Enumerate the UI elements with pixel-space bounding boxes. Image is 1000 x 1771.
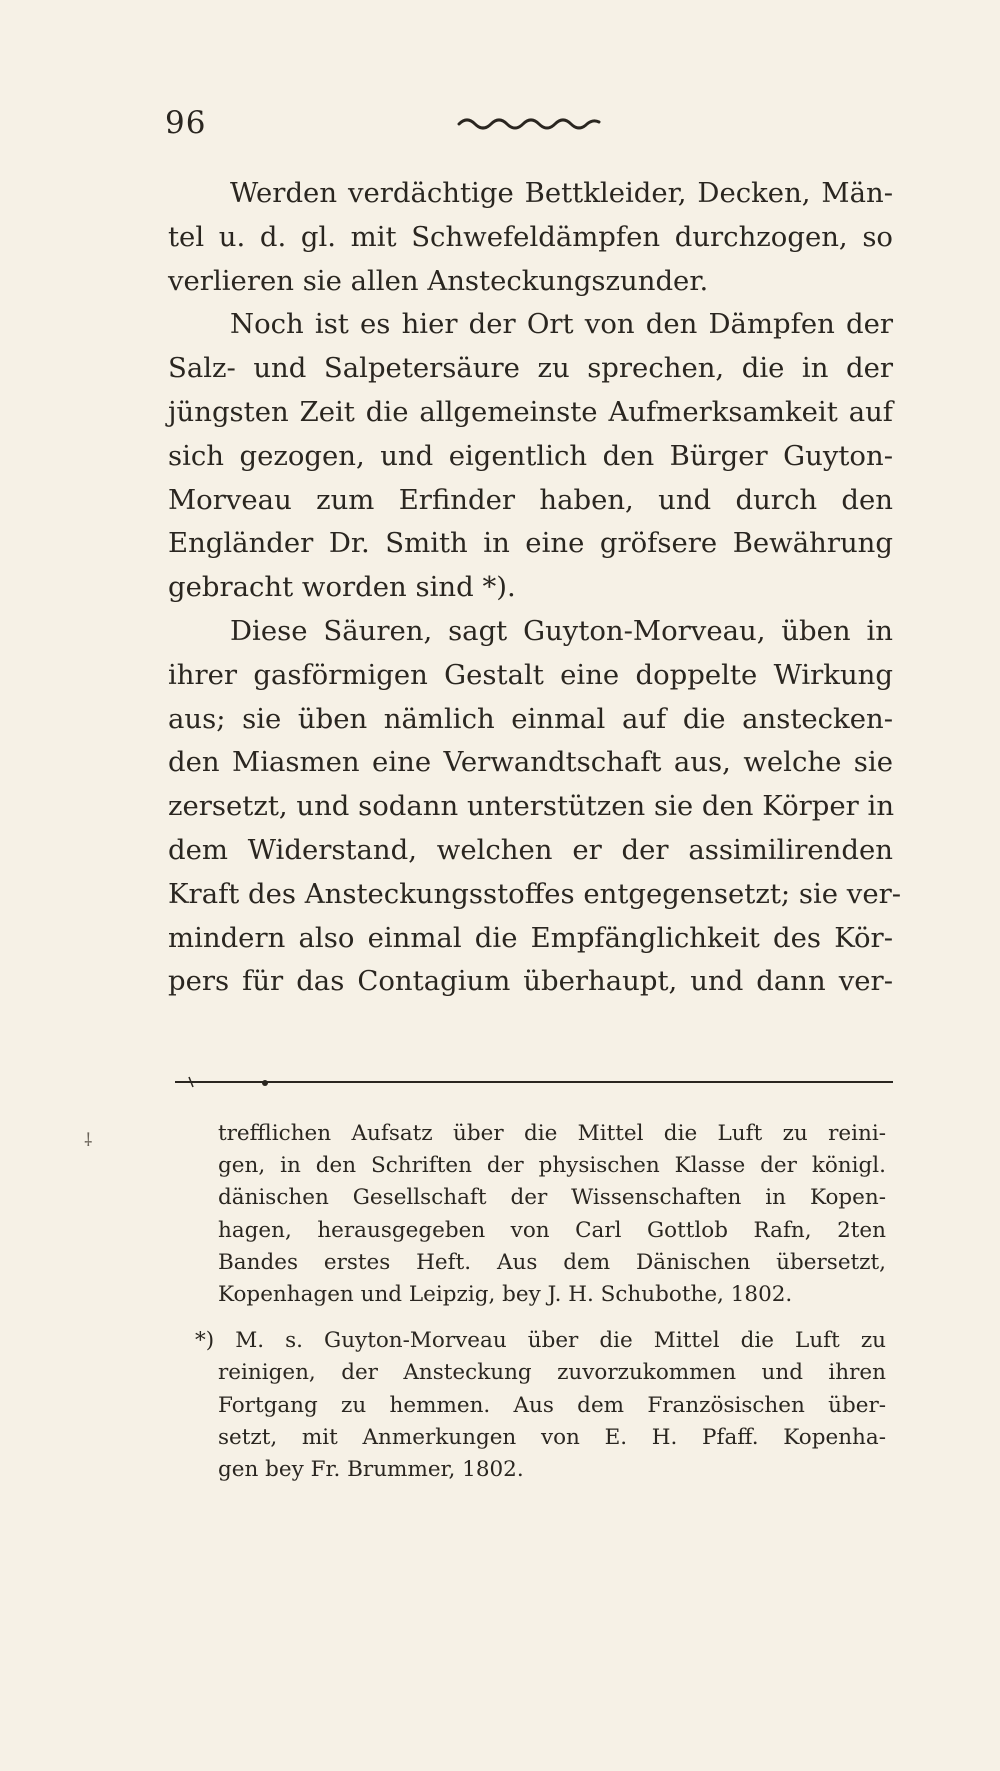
footnotes [195,1118,886,1500]
footnote-line: setzt, mit Anmerkungen von E. H. Pfaff. Kopenha- [218,1424,886,1450]
text-line: pers für das Contagium überhaupt, und dann ver- [168,965,893,998]
footnote-line: hagen, herausgegeben von Carl Gottlob Rafn, 2ten [218,1217,886,1243]
footnote-line: trefflichen Aufsatz über die Mittel die Luft zu reini- [218,1121,886,1146]
paragraph [168,172,893,303]
footnote-line: gen, in den Schriften der physischen Klasse der königl. [218,1153,886,1179]
footnote-line-text: M. s. Guyton-Morveau über die Mittel die Luft zu [235,1328,886,1354]
footnote-line: reinigen, der Ansteckung zuvorzukommen und ihren [218,1360,886,1386]
text-line: tel u. d. gl. mit Schwefeldämpfen durchzogen, so [168,220,893,253]
footnote-marker: *) [195,1328,215,1354]
footnote-separator-rule [175,1074,893,1088]
text-line: dem Widerstand, welchen er der assimilirenden [168,833,893,866]
text-line: ihrer gasförmigen Gestalt eine doppelte Wirkung [168,658,893,691]
text-line: Diese Säuren, sagt Guyton-Morveau, üben in [230,614,893,647]
text-line: den Miasmen eine Verwandtschaft aus, welche sie [168,746,893,779]
text-line: Noch ist es hier der Ort von den Dämpfen der [230,308,893,341]
main-text [168,172,902,1004]
footnote [195,1325,886,1486]
text-line: Engländer Dr. Smith in eine gröfsere Bewährung [168,527,893,560]
paragraph [168,610,902,1004]
header-ornament [455,112,605,134]
footnote-line [195,1325,886,1357]
text-line: sich gezogen, und eigentlich den Bürger Guyton- [168,439,893,472]
footnote-line: Kopenhagen und Leipzig, bey J. H. Schubothe, 1802. [218,1282,793,1308]
text-line: Kraft des Ansteckungsstoffes entgegensetzt; sie ver- [168,877,902,910]
text-line: zersetzt, und sodann unterstützen sie den Körper in [168,790,895,823]
text-line: gebracht worden sind *). [168,571,516,604]
footnote-line: Bandes erstes Heft. Aus dem Dänischen übersetzt, [218,1249,886,1275]
text-line: verlieren sie allen Ansteckungszunder. [168,264,709,297]
text-line: Morveau zum Erfinder haben, und durch den [168,483,893,516]
text-line: mindern also einmal die Empfänglichkeit des Kör- [168,921,893,954]
margin-mark-icon: ⸸ [84,1130,93,1151]
text-line: aus; sie üben nämlich einmal auf die anstecken- [168,702,893,735]
footnote-line: gen bey Fr. Brummer, 1802. [218,1457,524,1483]
page-number: 96 [165,105,207,141]
footnote-line: dänischen Gesellschaft der Wissenschaften in Kopen- [218,1185,886,1211]
paragraph [168,303,893,610]
text-line: jüngsten Zeit die allgemeinste Aufmerksamkeit auf [168,395,893,428]
footnote-line: Fortgang zu hemmen. Aus dem Französischen über- [218,1392,886,1418]
text-line: Salz- und Salpetersäure zu sprechen, die in der [168,352,893,385]
text-line: Werden verdächtige Bettkleider, Decken, Män- [230,177,893,209]
footnote-continued [218,1118,886,1311]
